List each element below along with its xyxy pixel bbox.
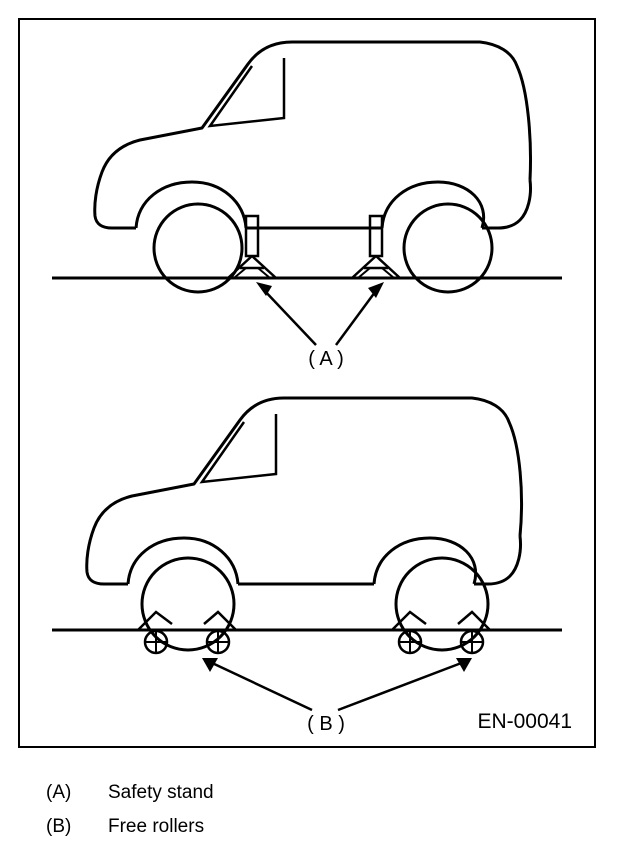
legend <box>46 782 586 850</box>
panel-safety-stand <box>52 42 562 370</box>
callout-b: ( B ) <box>307 713 345 735</box>
figure-frame <box>18 18 596 748</box>
wheel-arch-front-bottom <box>128 538 238 584</box>
free-roller-rear-left <box>399 631 421 653</box>
car-body-upper-bottom <box>87 398 522 584</box>
legend-label-a: Safety stand <box>108 782 214 803</box>
wheel-arch-rear-top <box>382 182 484 228</box>
legend-label-b: Free rollers <box>108 816 205 837</box>
window-line-bottom <box>202 414 276 482</box>
window-line-top <box>210 58 284 126</box>
legend-item-a <box>46 782 586 804</box>
free-roller-rear-right <box>461 631 483 653</box>
figure-id-code: EN-00041 <box>477 710 572 733</box>
free-roller-front-right <box>207 631 229 653</box>
legend-key-a: (A) <box>46 782 72 803</box>
technical-illustration <box>20 20 594 746</box>
car-body-rear-bottom <box>474 536 521 584</box>
leader-lines-a <box>256 282 384 345</box>
legend-item-b <box>46 816 586 838</box>
safety-stand-right <box>352 216 400 278</box>
leader-lines-b <box>202 658 472 710</box>
car-body-rear-top <box>482 180 531 228</box>
panel-free-rollers <box>52 398 562 735</box>
callout-a: ( A ) <box>308 348 344 370</box>
car-body-upper-top <box>95 42 531 228</box>
free-roller-front-left <box>145 631 167 653</box>
legend-key-b: (B) <box>46 816 72 837</box>
